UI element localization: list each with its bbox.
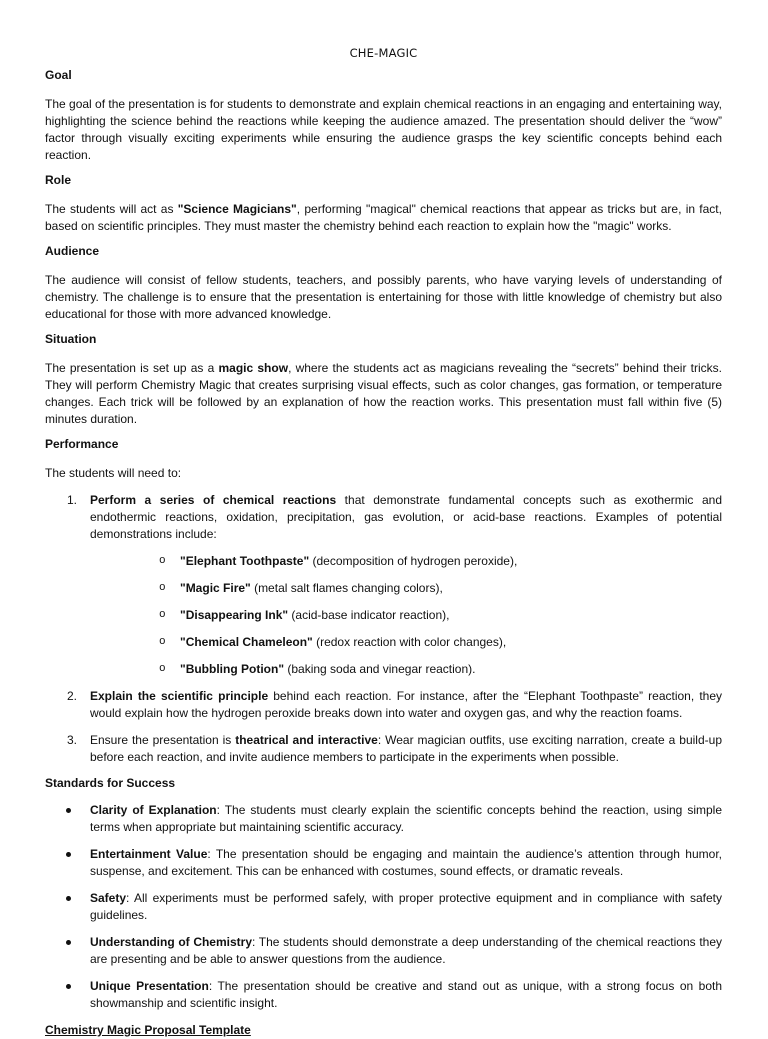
demo-item — [90, 634, 722, 651]
demo-item — [90, 661, 722, 678]
standard-description: : All experiments must be performed safely, with proper protective equipment and in compliance with safety guidelines. — [90, 891, 722, 922]
standard-name: Understanding of Chemistry — [90, 935, 253, 949]
document-title: CHE-MAGIC — [349, 46, 418, 60]
performance-item-text: behind each reaction. For instance, after the “Elephant Toothpaste” reaction, they would explain how the hydrogen peroxide breaks down into water and oxygen gas, and why the reaction foams. — [90, 689, 722, 720]
demo-list — [90, 553, 722, 678]
situation-paragraph — [45, 360, 722, 428]
role-paragraph — [45, 201, 722, 235]
goal-heading: Goal — [45, 68, 72, 82]
demo-name: "Elephant Toothpaste" — [180, 554, 310, 568]
list-number: 2. — [67, 689, 78, 703]
proposal-template-link[interactable]: Chemistry Magic Proposal Template — [45, 1023, 251, 1037]
situation-text-bold: magic show — [218, 361, 289, 375]
performance-item-text: : Wear magician outfits, use exciting narration, create a build-up before each reaction, and invite audience members to participate in the experiments when possible. — [90, 733, 722, 764]
demo-description: (decomposition of hydrogen peroxide), — [309, 554, 518, 568]
situation-text-pre: The presentation is set up as a — [45, 361, 219, 375]
role-text-bold: "Science Magicians" — [177, 202, 297, 216]
demo-description: (redox reaction with color changes), — [312, 635, 507, 649]
bullet-dot — [66, 808, 71, 813]
bullet-marker: o — [159, 555, 166, 567]
document-body — [45, 45, 722, 1039]
bullet-marker: o — [159, 582, 166, 594]
standard-name: Clarity of Explanation — [90, 803, 217, 817]
performance-list — [45, 492, 722, 766]
demo-description: (acid-base indicator reaction), — [288, 608, 450, 622]
role-text-pre: The students will act as — [45, 202, 178, 216]
standards-list — [45, 802, 722, 1012]
situation-heading: Situation — [45, 332, 97, 346]
demo-item — [90, 580, 722, 597]
standard-item — [45, 802, 722, 836]
standard-item — [45, 890, 722, 924]
bullet-dot — [66, 940, 71, 945]
situation-text-post: , where the students act as magicians revealing the “secrets” behind their tricks. They will perform Chemistry Magic that creates surprising visual effects, such as color changes, gas formation, or temperature changes. Each trick will be followed by an explanation of how the reaction works. This presentation must fall within five (5) minutes duration. — [45, 361, 722, 426]
performance-item — [45, 492, 722, 678]
demo-description: (metal salt flames changing colors), — [250, 581, 443, 595]
standard-name: Safety — [90, 891, 127, 905]
demo-item — [90, 553, 722, 570]
demo-name: "Bubbling Potion" — [180, 662, 285, 676]
audience-heading: Audience — [45, 244, 100, 258]
list-number: 3. — [67, 733, 78, 747]
goal-paragraph: The goal of the presentation is for students to demonstrate and explain chemical reactions in an engaging and entertaining way, highlighting the science behind the reactions while keeping the audience amazed. The presentation should deliver the “wow” factor through visually exciting experiments while ensuring the audience grasps the key scientific concepts behind each reaction. — [45, 97, 722, 162]
audience-paragraph: The audience will consist of fellow students, teachers, and possibly parents, who have varying levels of understanding of chemistry. The challenge is to ensure that the presentation is entertaining for those with little knowledge of chemistry but also educational for those with more advanced knowledge. — [45, 273, 722, 321]
performance-item-pre: Ensure the presentation is — [90, 733, 236, 747]
bullet-marker: o — [159, 609, 166, 621]
demo-description: (baking soda and vinegar reaction). — [284, 662, 476, 676]
performance-item-bold: theatrical and interactive — [235, 733, 378, 747]
performance-heading: Performance — [45, 437, 119, 451]
list-number: 1. — [67, 493, 78, 507]
performance-item-bold: Perform a series of chemical reactions — [90, 493, 337, 507]
bullet-marker: o — [159, 636, 166, 648]
standard-description: : The students should demonstrate a deep understanding of the chemical reactions they are presenting and be able to answer questions from the audience. — [90, 935, 722, 966]
standard-description: : The presentation should be engaging and maintain the audience’s attention through humor, suspense, and excitement. This can be enhanced with costumes, sound effects, or dramatic reveals. — [90, 847, 722, 878]
role-text-post: , performing "magical" chemical reactions that appear as tricks but are, in fact, based on scientific principles. They must master the chemistry behind each reaction to explain how the "magic" works. — [45, 202, 722, 233]
bullet-marker: o — [159, 663, 166, 675]
performance-item — [45, 732, 722, 766]
standard-name: Unique Presentation — [90, 979, 209, 993]
bullet-dot — [66, 852, 71, 857]
role-heading: Role — [45, 173, 72, 187]
standard-description: : The students must clearly explain the scientific concepts behind the reaction, using simple terms when appropriate but maintaining scientific accuracy. — [90, 803, 722, 834]
standard-item — [45, 978, 722, 1012]
performance-item-bold: Explain the scientific principle — [90, 689, 269, 703]
demo-name: "Disappearing Ink" — [180, 608, 289, 622]
demo-name: "Chemical Chameleon" — [180, 635, 313, 649]
bullet-dot — [66, 896, 71, 901]
standard-item — [45, 934, 722, 968]
standard-description: : The presentation should be creative and stand out as unique, with a strong focus on both showmanship and scientific insight. — [90, 979, 723, 1010]
standard-name: Entertainment Value — [90, 847, 208, 861]
demo-item — [90, 607, 722, 624]
performance-item-text: that demonstrate fundamental concepts such as exothermic and endothermic reactions, oxidation, precipitation, gas evolution, or acid-base reactions. Examples of potential demonstrations include: — [90, 493, 722, 541]
bullet-dot — [66, 984, 71, 989]
standard-item — [45, 846, 722, 880]
standards-heading: Standards for Success — [45, 776, 176, 790]
demo-name: "Magic Fire" — [180, 581, 251, 595]
performance-item — [45, 688, 722, 722]
performance-intro: The students will need to: — [45, 466, 182, 480]
